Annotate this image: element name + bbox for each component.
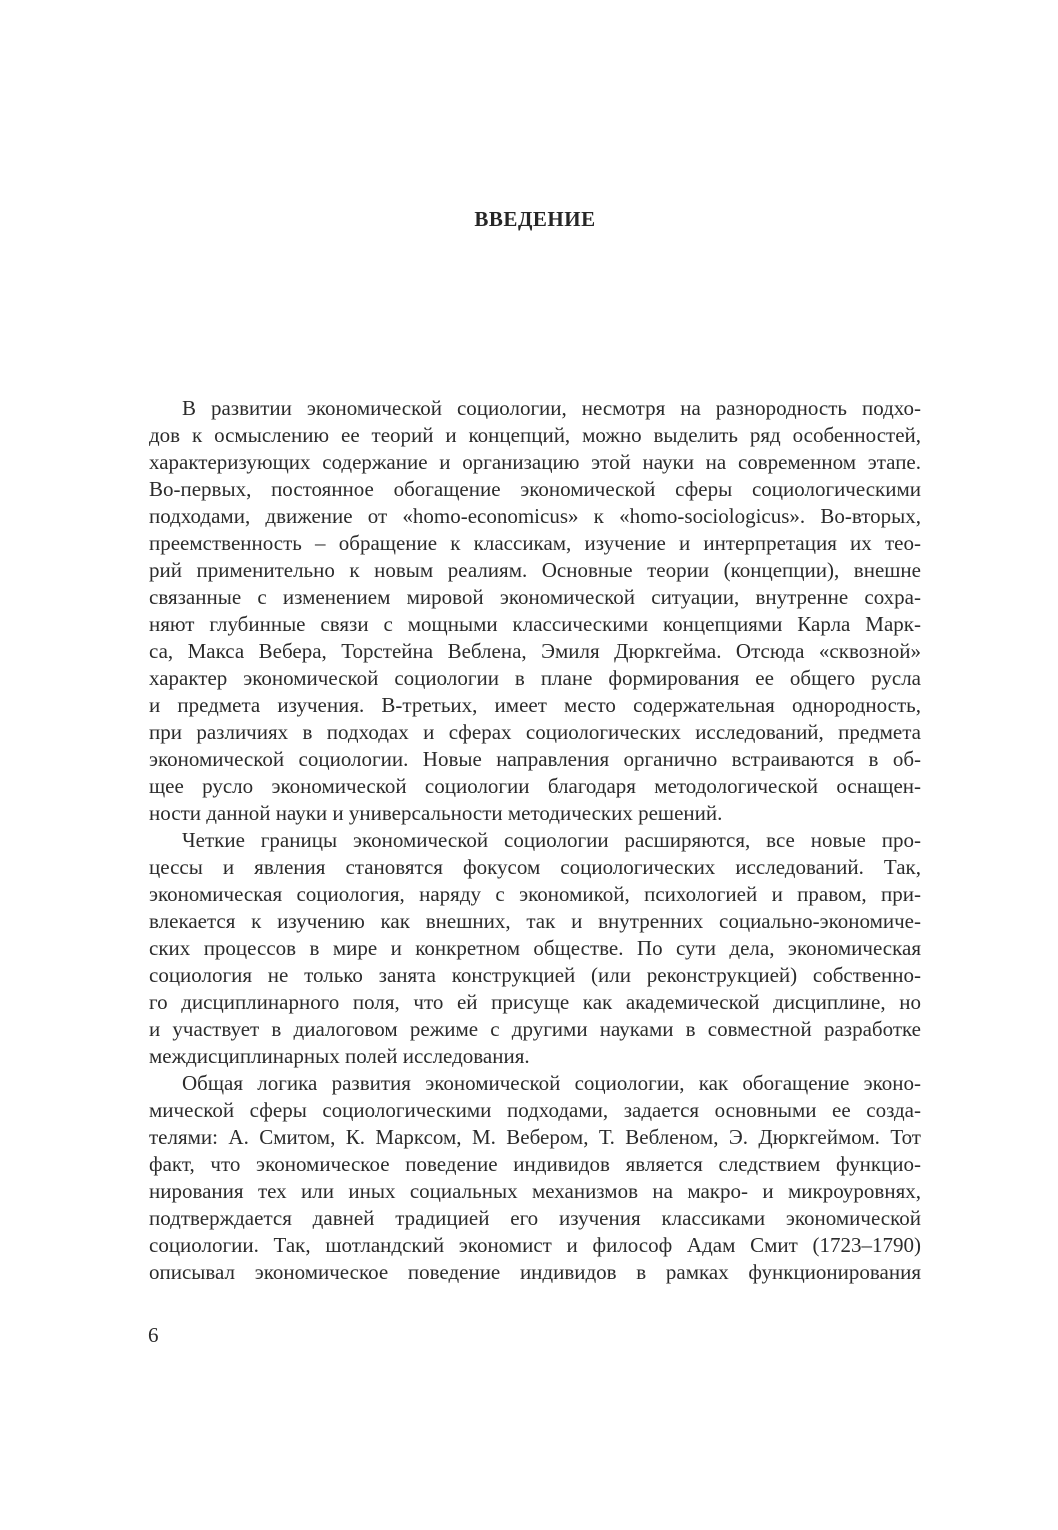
text-line: экономическая социология, наряду с экономикой, психологией и правом, при- <box>149 882 921 906</box>
page-title: ВВЕДЕНИЕ <box>474 207 596 231</box>
text-line: при различиях в подходах и сферах социологических исследований, предмета <box>149 720 921 744</box>
text-line: телями: А. Смитом, К. Марксом, М. Вебером, Т. Вебленом, Э. Дюркгеймом. Тот <box>149 1125 921 1149</box>
text-line: цессы и явления становятся фокусом социологических исследований. Так, <box>149 855 921 879</box>
text-line: Общая логика развития экономической социологии, как обогащение эконо- <box>182 1071 921 1095</box>
text-line: Четкие границы экономической социологии расширяются, все новые про- <box>182 828 921 852</box>
text-line: няют глубинные связи с мощными классическими концепциями Карла Марк- <box>149 612 921 636</box>
text-line: са, Макса Вебера, Торстейна Веблена, Эмиля Дюркгейма. Отсюда «сквозной» <box>149 639 921 663</box>
text-line: В развитии экономической социологии, несмотря на разнородность подхо- <box>182 396 921 420</box>
text-line: го дисциплинарного поля, что ей присуще как академической дисциплине, но <box>149 990 921 1014</box>
body-text <box>149 395 921 1286</box>
text-line: рий применительно к новым реалиям. Основные теории (концепции), внешне <box>149 558 921 582</box>
text-line: нирования тех или иных социальных механизмов на макро- и микроуровнях, <box>149 1179 921 1203</box>
text-line: Во-первых, постоянное обогащение экономической сферы социологическими <box>149 477 921 501</box>
text-line: социологии. Так, шотландский экономист и философ Адам Смит (1723–1790) <box>149 1233 921 1257</box>
text-line: дов к осмыслению ее теорий и концепций, можно выделить ряд особенностей, <box>149 423 921 447</box>
text-line: факт, что экономическое поведение индивидов является следствием функцио- <box>149 1152 921 1176</box>
text-line: характеризующих содержание и организацию этой науки на современном этапе. <box>149 450 921 474</box>
text-line: и участвует в диалоговом режиме с другими науками в совместной разработке <box>149 1017 921 1041</box>
text-line: связанные с изменением мировой экономической ситуации, внутренне сохра- <box>149 585 921 609</box>
text-line: влекается к изучению как внешних, так и внутренних социально-экономиче- <box>149 909 921 933</box>
text-line: междисциплинарных полей исследования. <box>149 1044 530 1068</box>
text-line: преемственность – обращение к классикам, изучение и интерпретация их тео- <box>149 531 921 555</box>
text-line: ских процессов в мире и конкретном обществе. По сути дела, экономическая <box>149 936 921 960</box>
text-line: подходами, движение от «homo-economicus» к «homo-sociologicus». Во-вторых, <box>149 504 921 528</box>
text-line: характер экономической социологии в плане формирования ее общего русла <box>149 666 921 690</box>
text-line: щее русло экономической социологии благодаря методологической оснащен- <box>149 774 921 798</box>
text-line: социология не только занята конструкцией (или реконструкцией) собственно- <box>149 963 921 987</box>
text-line: мической сферы социологическими подходами, задается основными ее созда- <box>149 1098 921 1122</box>
text-line: подтверждается давней традицией его изучения классиками экономической <box>149 1206 921 1230</box>
text-line: и предмета изучения. В-третьих, имеет место содержательная однородность, <box>149 693 921 717</box>
text-line: ности данной науки и универсальности методических решений. <box>149 801 723 825</box>
page-number: 6 <box>148 1323 159 1347</box>
text-line: описывал экономическое поведение индивидов в рамках функционирования <box>149 1260 921 1284</box>
text-line: экономической социологии. Новые направления органично встраиваются в об- <box>149 747 921 771</box>
